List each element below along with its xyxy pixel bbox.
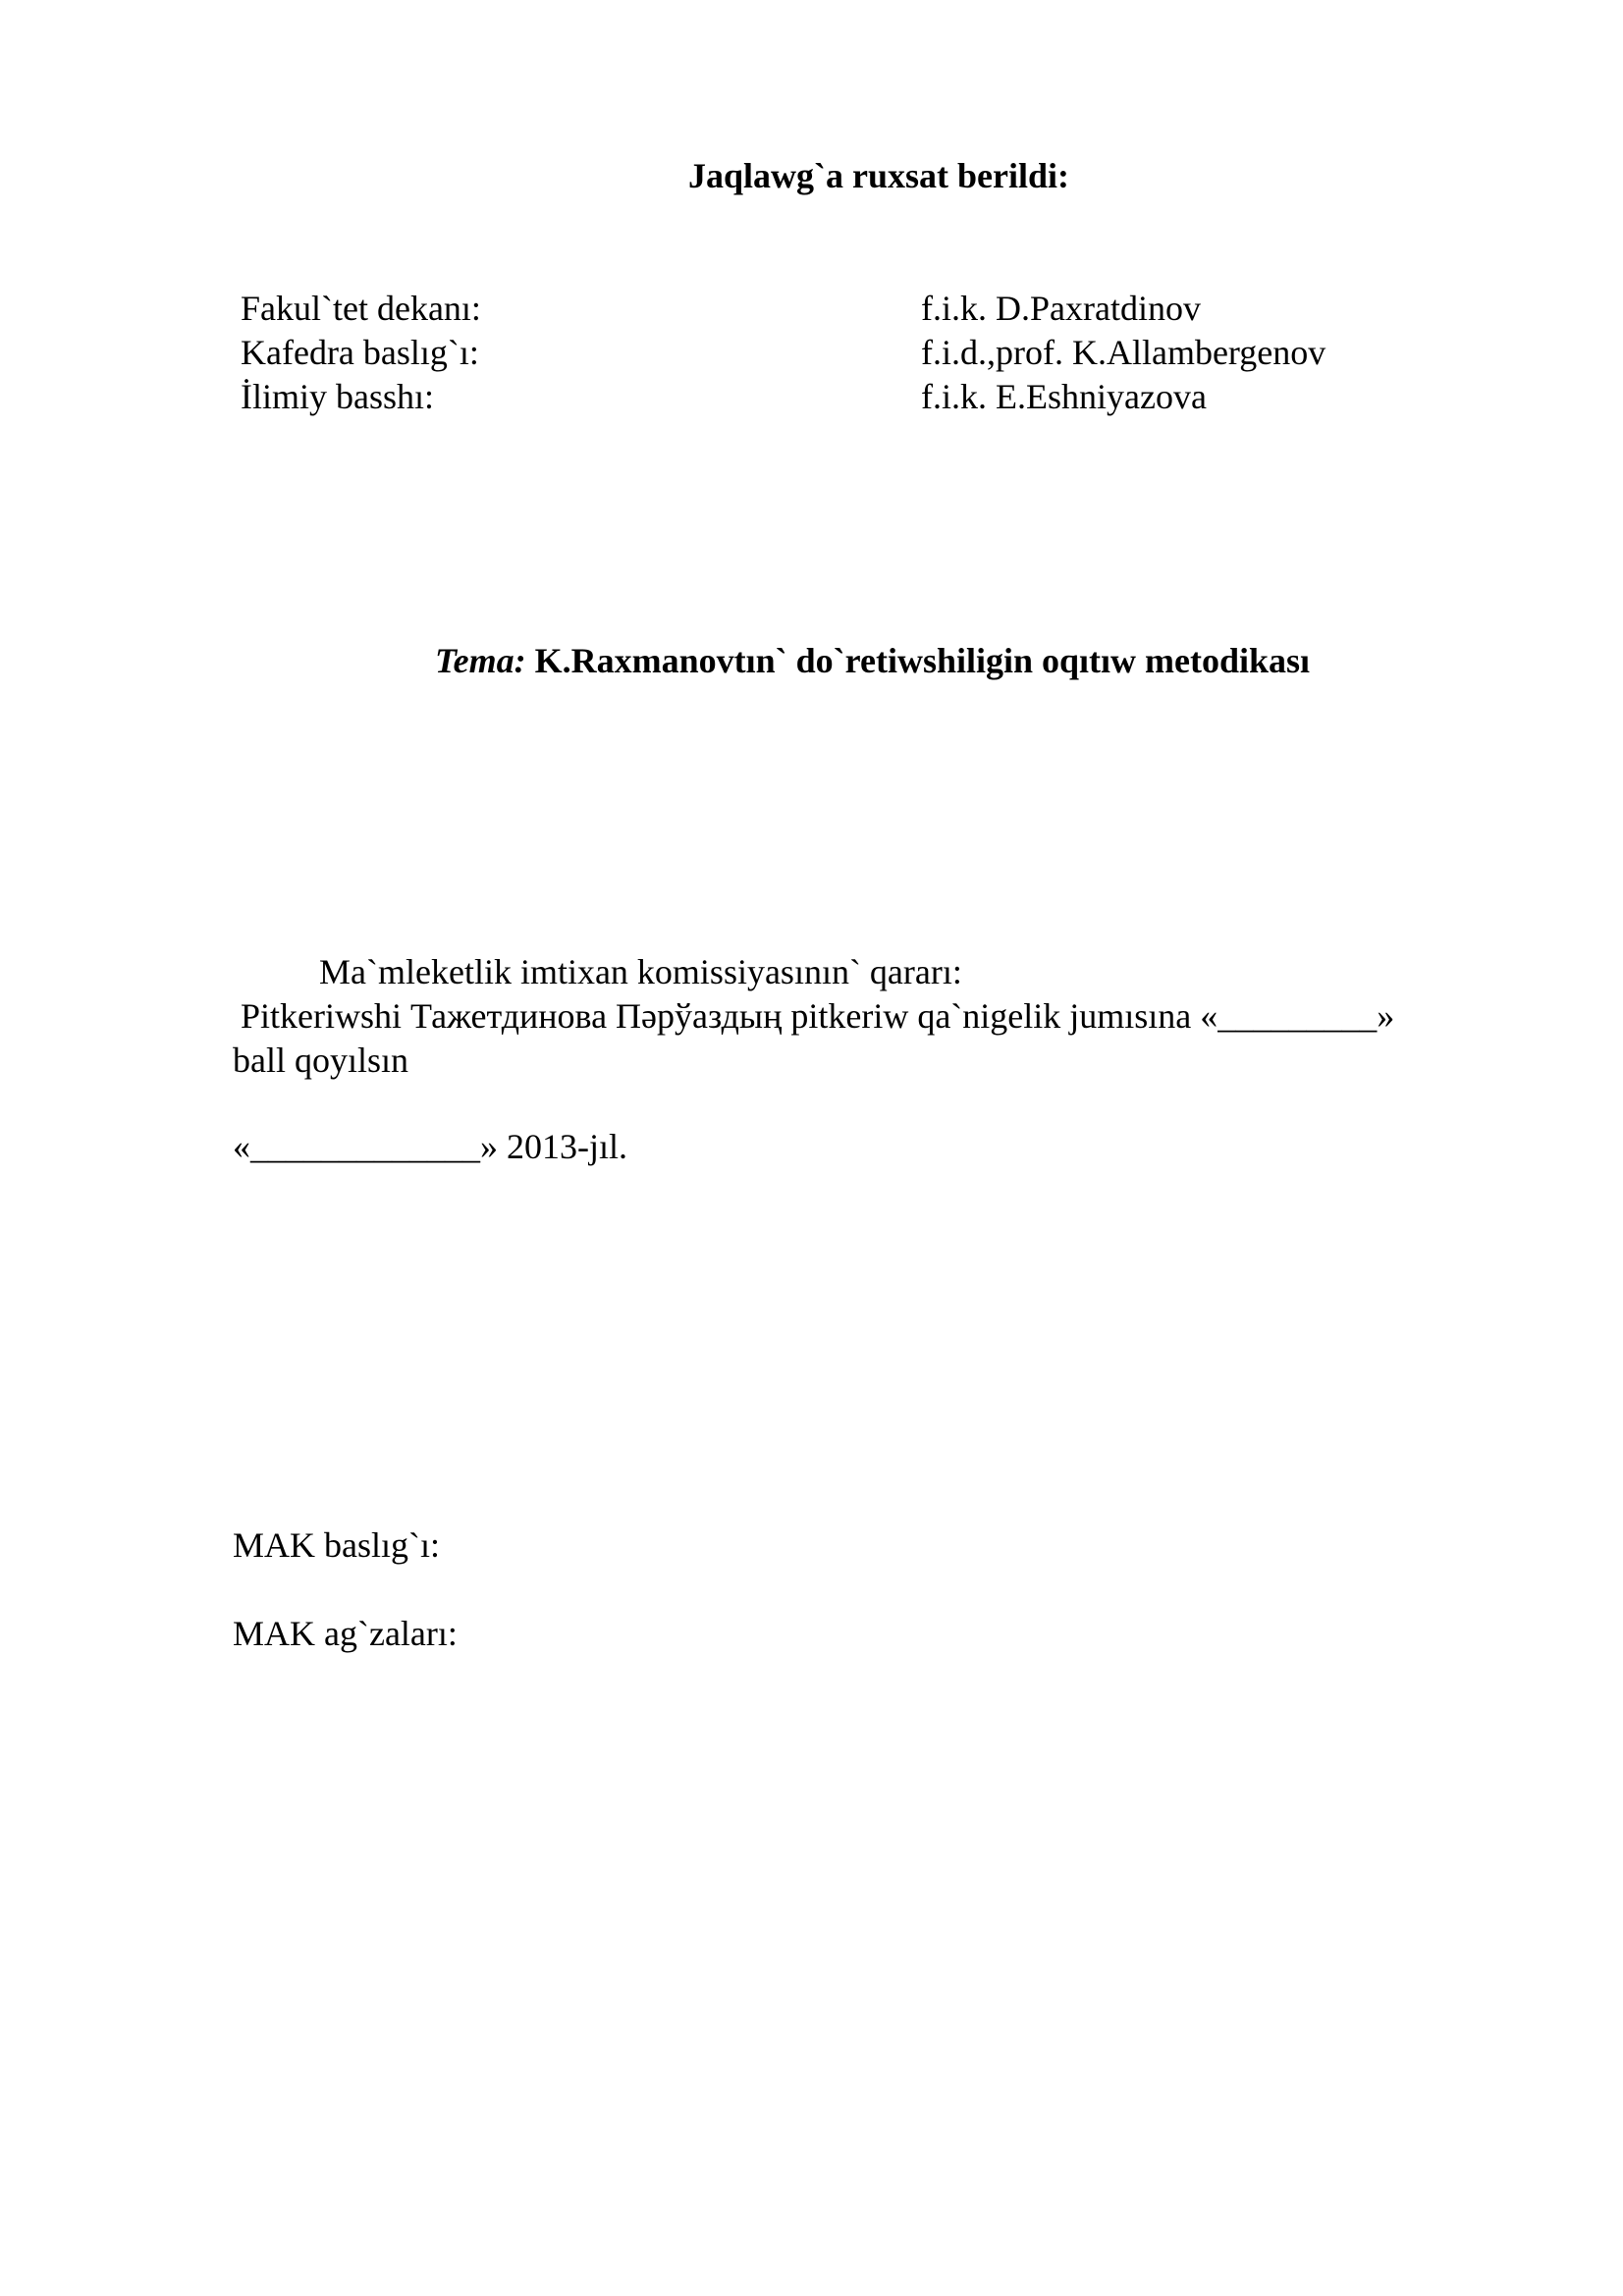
commission-members-label: MAK ag`zaları: bbox=[233, 1614, 458, 1653]
signatory-role: Fakul`tet dekanı: bbox=[241, 289, 481, 328]
signatory-name: f.i.k. D.Paxratdinov bbox=[921, 289, 1201, 328]
topic-title: K.Raxmanovtın` do`retiwshiligin oqıtıw metodikası bbox=[534, 641, 1311, 680]
decision-grade-line: Pitkeriwshi Тажетдинова Пәрўаздың pitkeriw qa`nigelik jumısına «_________» bbox=[241, 996, 1395, 1036]
signatory-name: f.i.k. E.Eshniyazova bbox=[921, 377, 1207, 416]
commission-head-label: MAK baslıg`ı: bbox=[233, 1525, 440, 1565]
signatory-name: f.i.d.,prof. K.Allambergenov bbox=[921, 333, 1326, 372]
commission-decision bbox=[233, 950, 1394, 1083]
decision-heading: Ma`mleketlik imtixan komissiyasının` qararı: bbox=[319, 952, 962, 991]
thesis-topic bbox=[0, 640, 1623, 681]
signatory-role: Kafedra baslıg`ı: bbox=[241, 333, 479, 372]
topic-label: Tema: bbox=[434, 641, 526, 680]
approval-heading: Jaqlawg`a ruxsat berildi: bbox=[687, 156, 1069, 195]
signatory-role: İlimiy basshı: bbox=[241, 377, 434, 416]
date-line: «_____________» 2013-jıl. bbox=[233, 1127, 627, 1166]
decision-grade-continuation: ball qoyılsın bbox=[233, 1041, 408, 1080]
